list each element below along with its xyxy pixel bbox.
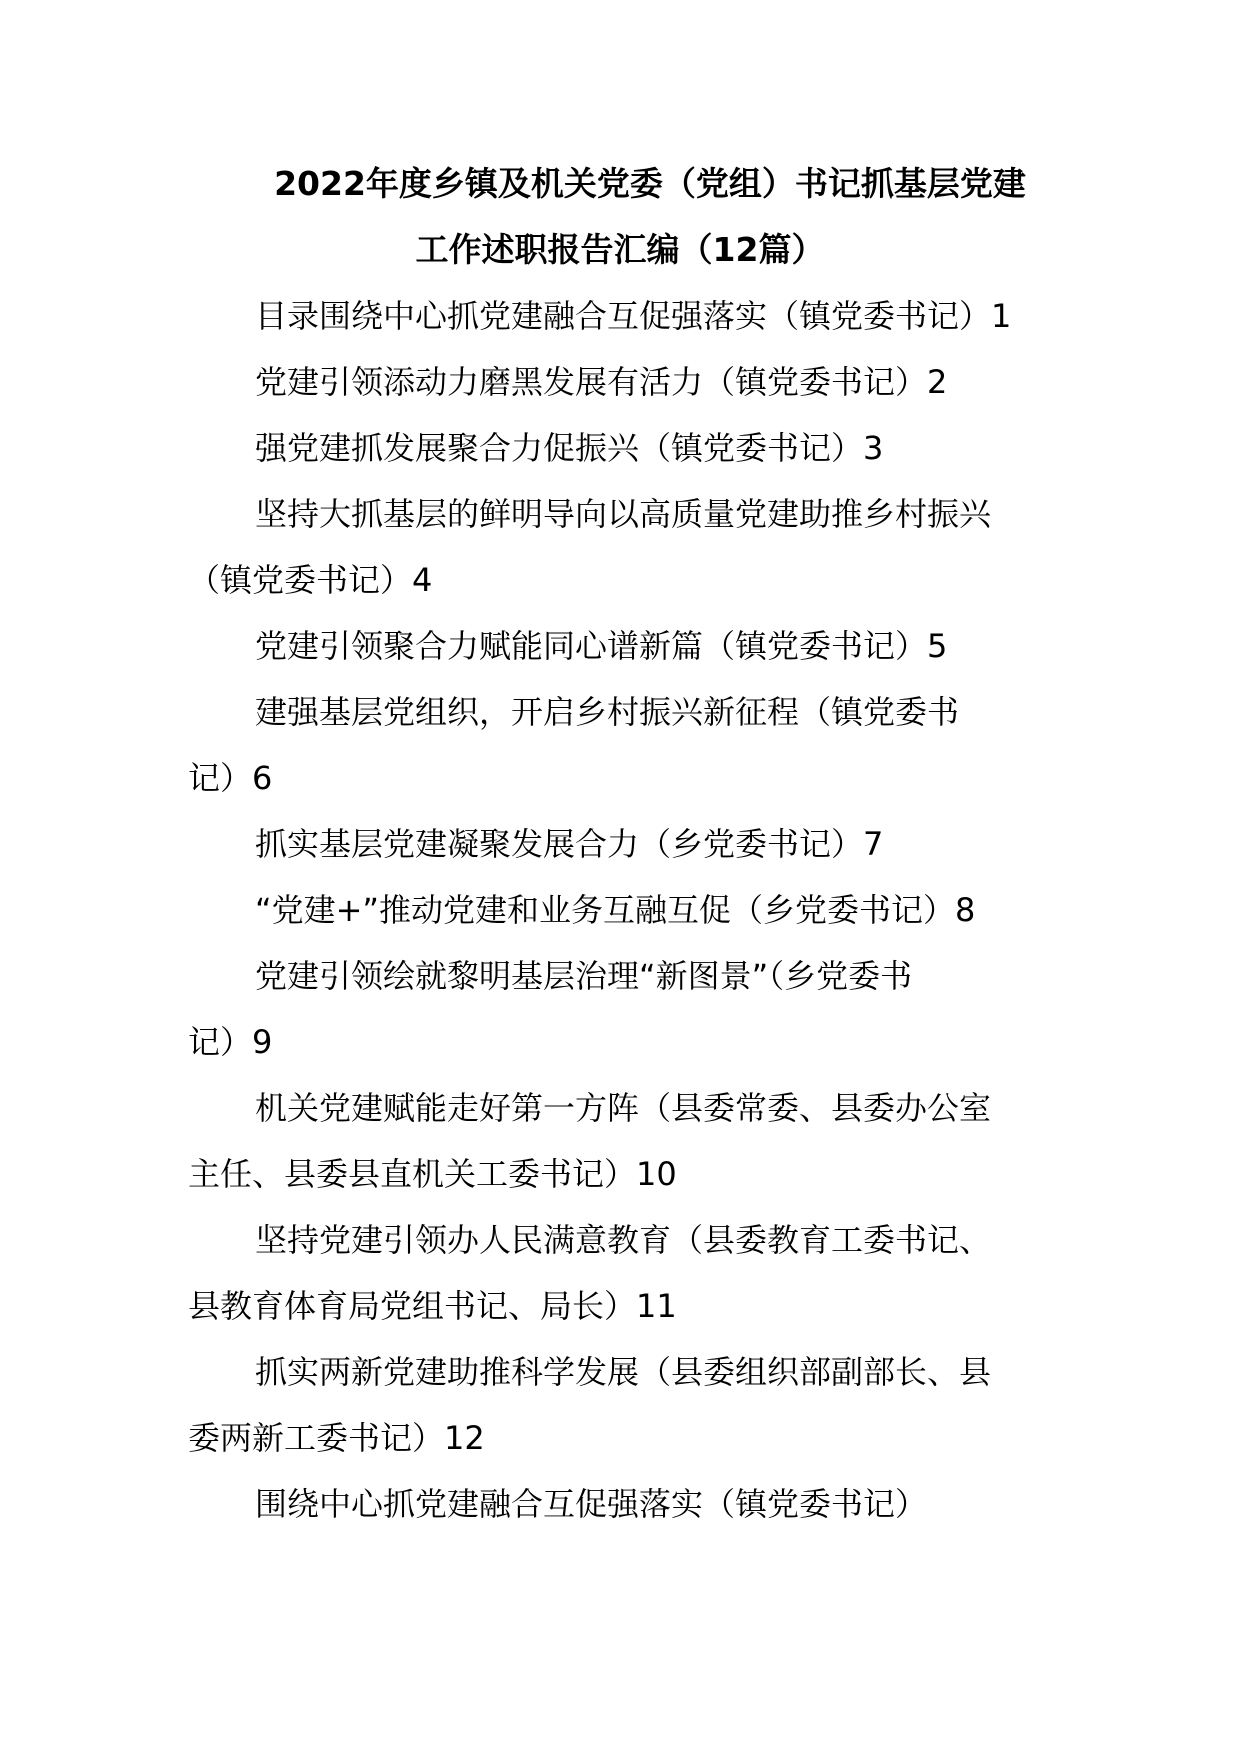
toc-entry-10: 机关党建赋能走好第一方阵（县委常委、县委办公室 [255,1089,992,1127]
toc-entry-8: “党建+”推动党建和业务互融互促（乡党委书记）8 [255,891,976,929]
toc-entry-11: 坚持党建引领办人民满意教育（县委教育工委书记、 [255,1221,992,1259]
toc-entry-2: 党建引领添动力磨黑发展有活力（镇党委书记）2 [255,363,948,401]
toc-entry-4-cont: （镇党委书记）4 [188,561,433,599]
toc-entry-11-cont: 县教育体育局党组书记、局长）11 [188,1287,677,1325]
toc-entry-7: 抓实基层党建凝聚发展合力（乡党委书记）7 [255,825,884,863]
toc-entry-12: 抓实两新党建助推科学发展（县委组织部副部长、县 [255,1353,992,1391]
toc-entry-12-cont: 委两新工委书记）12 [188,1419,485,1457]
toc-entry-1: 目录围绕中心抓党建融合互促强落实（镇党委书记）1 [255,297,1012,335]
toc-entry-6: 建强基层党组织，开启乡村振兴新征程（镇党委书 [255,693,960,731]
document-title-line-1: 2022年度乡镇及机关党委（党组）书记抓基层党建 [274,164,1026,203]
toc-entry-9: 党建引领绘就黎明基层治理“新图景”（乡党委书 [255,957,913,995]
toc-entry-6-cont: 记）6 [188,759,273,797]
document-title-line-2: 工作述职报告汇编（12篇） [415,230,825,269]
toc-entry-10-cont: 主任、县委县直机关工委书记）10 [188,1155,677,1193]
toc-entry-4: 坚持大抓基层的鲜明导向以高质量党建助推乡村振兴 [255,495,992,533]
toc-entry-3: 强党建抓发展聚合力促振兴（镇党委书记）3 [255,429,884,467]
section-heading: 围绕中心抓党建融合互促强落实（镇党委书记） [255,1485,928,1523]
toc-entry-5: 党建引领聚合力赋能同心谱新篇（镇党委书记）5 [255,627,948,665]
toc-entry-9-cont: 记）9 [188,1023,273,1061]
